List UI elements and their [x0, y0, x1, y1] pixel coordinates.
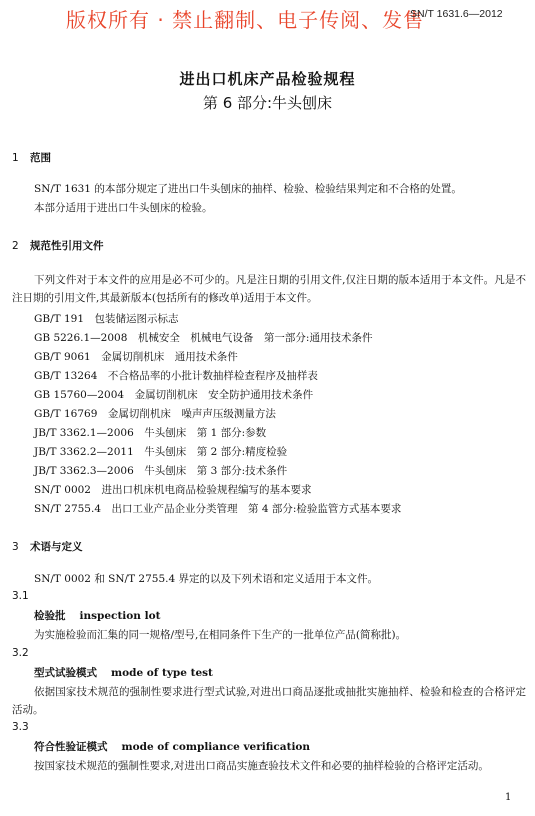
- section-title: 规范性引用文件: [30, 240, 104, 252]
- term-heading: [34, 739, 310, 754]
- section-title: 范围: [30, 152, 51, 164]
- term-english: inspection lot: [79, 610, 161, 622]
- term-heading: [34, 608, 160, 623]
- term-definition: 按国家技术规范的强制性要求,对进出口商品实施查验技术文件和必要的抽样检验的合格评定活动。: [34, 760, 489, 772]
- term-chinese: 型式试验模式: [34, 667, 97, 679]
- section-number: 1: [12, 152, 19, 164]
- term-english: mode of type test: [111, 667, 213, 679]
- term-number: 3.1: [12, 590, 29, 602]
- reference-item: GB/T 16769 金属切削机床 噪声声压级测量方法: [34, 408, 276, 420]
- term-number: 3.2: [12, 647, 29, 659]
- term-heading: [34, 665, 213, 680]
- term-english: mode of compliance verification: [121, 741, 311, 753]
- reference-item: GB 15760—2004 金属切削机床 安全防护通用技术条件: [34, 389, 314, 401]
- term-chinese: 检验批: [34, 610, 66, 622]
- term-chinese: 符合性验证模式: [34, 741, 108, 753]
- references-intro: 下列文件对于本文件的应用是必不可少的。凡是注日期的引用文件,仅注日期的版本适用于本文件。凡是不注日期的引用文件,其最新版本(包括所有的修改单)适用于本文件。: [12, 274, 526, 304]
- reference-item: SN/T 0002 进出口机床机电商品检验规程编写的基本要求: [34, 484, 312, 496]
- reference-item: GB/T 13264 不合格品率的小批计数抽样检查程序及抽样表: [34, 370, 318, 382]
- reference-item: JB/T 3362.3—2006 牛头刨床 第 3 部分:技术条件: [34, 465, 288, 477]
- term-definition: 依据国家技术规范的强制性要求进行型式试验,对进出口商品逐批或抽批实施抽样、检验和检查的合格评定活动。: [12, 686, 526, 716]
- watermark-banner: 版权所有 · 禁止翻制、电子传阅、发售: [66, 8, 425, 32]
- page-number: 1: [505, 792, 512, 803]
- terms-intro: SN/T 0002 和 SN/T 2755.4 界定的以及下列术语和定义适用于本文件。: [34, 573, 378, 585]
- scope-paragraph-1: SN/T 1631 的本部分规定了进出口牛头刨床的抽样、检验、检验结果判定和不合格的处置。: [34, 183, 462, 195]
- reference-item: GB/T 191 包装储运图示标志: [34, 313, 179, 325]
- section-number: 3: [12, 541, 19, 553]
- reference-item: GB 5226.1—2008 机械安全 机械电气设备 第一部分:通用技术条件: [34, 332, 373, 344]
- reference-item: JB/T 3362.2—2011 牛头刨床 第 2 部分:精度检验: [34, 446, 288, 458]
- section-1-heading: [12, 150, 51, 165]
- reference-item: SN/T 2755.4 出口工业产品企业分类管理 第 4 部分:检验监管方式基本要求: [34, 503, 402, 515]
- scope-paragraph-2: 本部分适用于进出口牛头刨床的检验。: [34, 202, 213, 214]
- section-number: 2: [12, 240, 19, 252]
- document-subtitle: 第 6 部分:牛头刨床: [202, 94, 333, 112]
- reference-item: JB/T 3362.1—2006 牛头刨床 第 1 部分:参数: [34, 427, 267, 439]
- document-title: 进出口机床产品检验规程: [179, 70, 356, 88]
- section-3-heading: [12, 539, 83, 554]
- section-2-heading: [12, 238, 104, 253]
- term-number: 3.3: [12, 721, 29, 733]
- reference-item: GB/T 9061 金属切削机床 通用技术条件: [34, 351, 238, 363]
- standard-number: SN/T 1631.6—2012: [410, 8, 503, 20]
- term-definition: 为实施检验而汇集的同一规格/型号,在相同条件下生产的一批单位产品(简称批)。: [34, 629, 407, 641]
- section-title: 术语与定义: [30, 541, 83, 553]
